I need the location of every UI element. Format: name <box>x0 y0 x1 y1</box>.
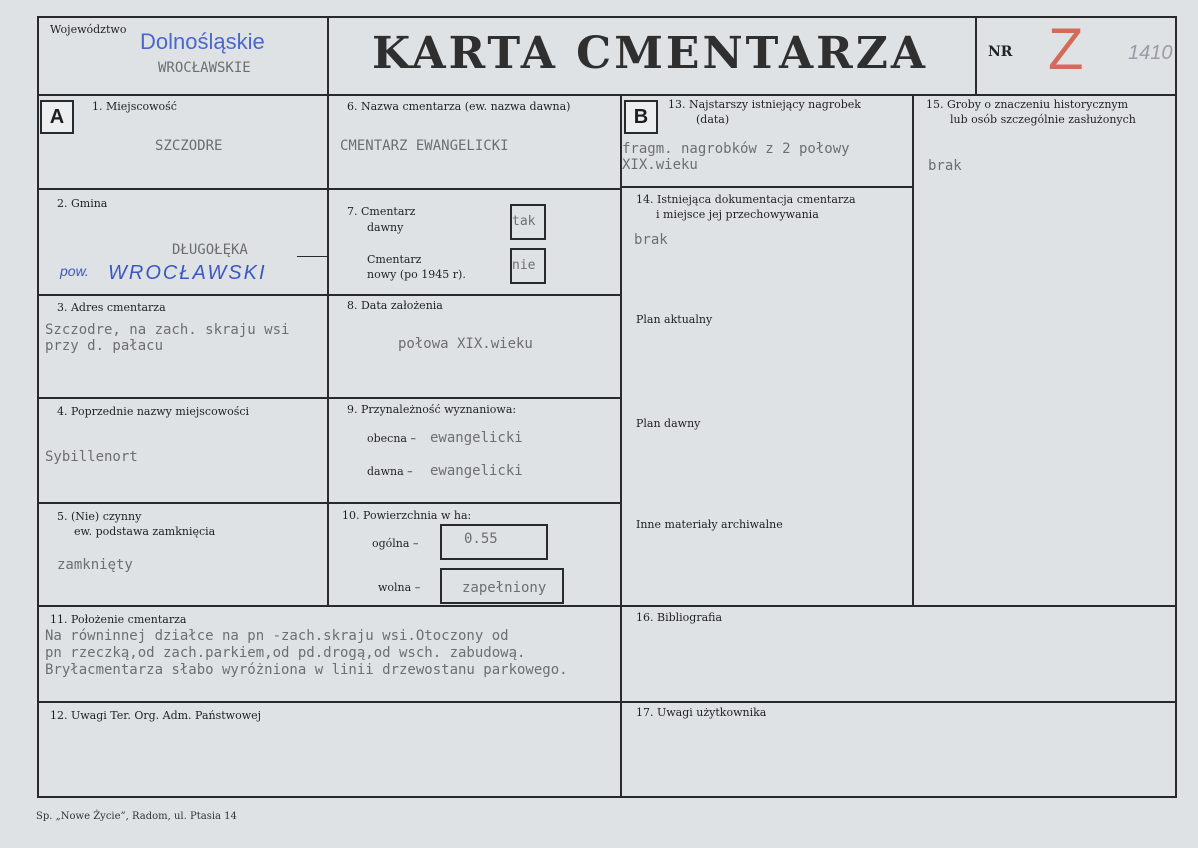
field-5-label: 5. (Nie) czynny <box>57 510 142 523</box>
field-9-dawna-value: ewangelicki <box>430 463 523 479</box>
field-15-value: brak <box>928 158 962 174</box>
field-14-label: 14. Istniejąca dokumentacja cmentarza <box>636 193 856 206</box>
nr-label: NR <box>988 44 1013 60</box>
field-9-obecna-label: obecna – <box>367 432 416 445</box>
rule <box>37 701 1177 703</box>
field-4-label: 4. Poprzednie nazwy miejscowości <box>57 405 250 418</box>
field-7-dawny-value: tak <box>512 214 536 229</box>
rule <box>327 188 620 190</box>
field-11-line-3: Bryłacmentarza słabo wyróżniona w linii drzewostanu parkowego. <box>45 662 568 678</box>
plan-current-label: Plan aktualny <box>636 313 713 326</box>
field-9-dawna-label: dawna – <box>367 465 413 478</box>
field-4-value: Sybillenort <box>45 449 138 465</box>
field-7-nowy-sublabel: nowy (po 1945 r). <box>367 268 466 281</box>
printer-imprint: Sp. „Nowe Życie”, Radom, ul. Ptasia 14 <box>36 811 237 822</box>
rule <box>37 188 327 190</box>
field-10-wolna-label: wolna – <box>378 581 421 594</box>
section-b-marker: B <box>624 100 658 134</box>
field-11-line-1: Na równinnej działce na pn -zach.skraju wsi.Otoczony od <box>45 628 509 644</box>
field-8-value: połowa XIX.wieku <box>398 336 533 352</box>
field-14-sublabel: i miejsce jej przechowywania <box>656 208 819 221</box>
field-6-label: 6. Nazwa cmentarza (ew. nazwa dawna) <box>347 100 571 113</box>
field-1-label: 1. Miejscowość <box>92 100 177 113</box>
rule <box>1175 16 1177 798</box>
field-7-nowy-value: nie <box>512 258 536 273</box>
field-3-label: 3. Adres cmentarza <box>57 301 166 314</box>
plan-old-label: Plan dawny <box>636 417 701 430</box>
rule <box>37 94 1177 96</box>
rule <box>297 256 327 257</box>
field-11-line-2: pn rzeczką,od zach.parkiem,od pd.drogą,od wsch. zabudową. <box>45 645 526 661</box>
field-13-label: 13. Najstarszy istniejący nagrobek <box>668 98 861 111</box>
nr-number: 1410 <box>1128 42 1173 64</box>
field-10-ogolna-label: ogólna – <box>372 537 419 550</box>
field-3-value: Szczodre, na zach. skraju wsi przy d. pałacu <box>45 322 290 354</box>
field-6-value: CMENTARZ EWANGELICKI <box>340 138 509 154</box>
field-13-sublabel: (data) <box>696 113 730 126</box>
field-17-label: 17. Uwagi użytkownika <box>636 706 767 719</box>
field-5-value: zamknięty <box>57 557 133 573</box>
field-10-wolna-value: zapełniony <box>462 580 547 596</box>
voivodeship-stamp: Dolnośląskie <box>140 29 265 54</box>
field-2-hand-value: WROCŁAWSKI <box>108 262 267 284</box>
field-2-label: 2. Gmina <box>57 197 108 210</box>
field-7-dawny-label: dawny <box>367 221 404 234</box>
field-15-label: 15. Groby o znaczeniu historycznym <box>926 98 1129 111</box>
field-2-value: DŁUGOŁĘKA <box>172 242 248 258</box>
rule <box>37 796 1177 798</box>
field-13-value: fragm. nagrobków z 2 połowy XIX.wieku <box>622 141 850 173</box>
voivodeship-label: Województwo <box>50 23 127 36</box>
field-8-label: 8. Data założenia <box>347 299 443 312</box>
voivodeship-typed: WROCŁAWSKIE <box>158 60 251 76</box>
rule <box>37 605 1177 607</box>
archive-materials-label: Inne materiały archiwalne <box>636 518 783 531</box>
field-16-label: 16. Bibliografia <box>636 611 723 624</box>
field-15-sublabel: lub osób szczególnie zasłużonych <box>950 113 1136 126</box>
section-a-marker: A <box>40 100 74 134</box>
rule <box>912 94 914 606</box>
field-1-value: SZCZODRE <box>155 138 223 154</box>
field-5-sublabel: ew. podstawa zamknięcia <box>74 525 216 538</box>
field-14-value: brak <box>634 232 668 248</box>
field-12-label: 12. Uwagi Ter. Org. Adm. Państwowej <box>50 709 262 722</box>
field-7-label: 7. Cmentarz <box>347 205 416 218</box>
nr-letter: Z <box>1048 17 1084 82</box>
rule <box>975 16 977 94</box>
field-10-label: 10. Powierzchnia w ha: <box>342 509 472 522</box>
field-9-label: 9. Przynależność wyznaniowa: <box>347 403 517 416</box>
rule <box>37 16 1177 18</box>
rule <box>327 16 329 606</box>
field-2-hand-prefix: pow. <box>60 263 89 279</box>
rule <box>620 94 622 798</box>
field-7-nowy-label: Cmentarz <box>367 253 422 266</box>
rule <box>620 186 912 188</box>
field-11-label: 11. Położenie cmentarza <box>50 613 187 626</box>
field-9-obecna-value: ewangelicki <box>430 430 523 446</box>
page-title: KARTA CMENTARZA <box>372 28 928 79</box>
rule <box>37 16 39 798</box>
field-10-ogolna-value: 0.55 <box>464 531 498 547</box>
